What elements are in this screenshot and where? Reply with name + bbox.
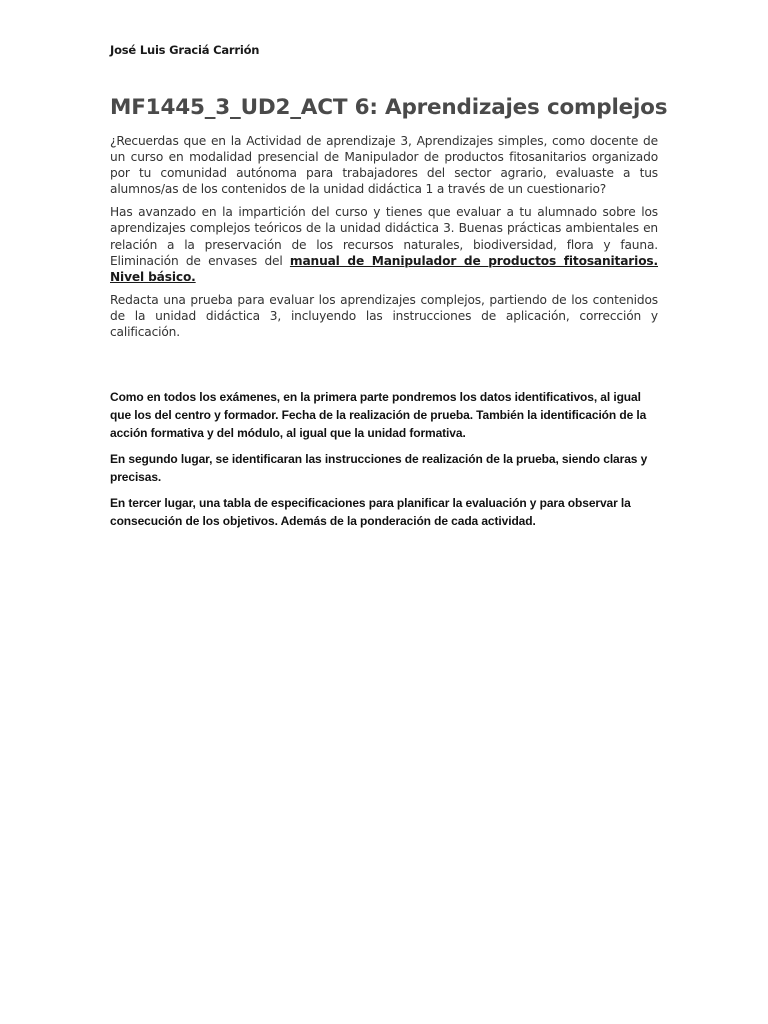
author-name: José Luis Graciá Carrión (110, 43, 260, 57)
manual-link[interactable]: manual de Manipulador de productos fitosanitarios. Nivel básico. (110, 253, 659, 284)
intro-paragraph-1: ¿Recuerdas que en la Actividad de aprendizaje 3, Aprendizajes simples, como docente de un curso en modalidad presencial de Manipulador de productos fitosanitarios organizado por tu comunidad autónoma para trabajadores del sector agrario, evaluaste a tus alumnos/as de los contenidos de la unidad didáctica 1 a través de un cuestionario? (110, 134, 658, 197)
answer-paragraph-2: En segundo lugar, se identificaran las instrucciones de realización de la prueba, siendo claras y precisas. (110, 452, 648, 484)
intro-paragraph-3: Redacta una prueba para evaluar los aprendizajes complejos, partiendo de los contenidos de la unidad didáctica 3, incluyendo las instrucciones de aplicación, corrección y calificación. (110, 292, 658, 340)
answer-paragraph-1: Como en todos los exámenes, en la primera parte pondremos los datos identificativos, al igual que los del centro y formador. Fecha de la realización de prueba. También la identificación de la acción formativa y del módulo, al igual que la unidad formativa. (110, 390, 647, 440)
intro-paragraph-2-text: Has avanzado en la impartición del curso y tienes que evaluar a tu alumnado sobre los aprendizajes complejos teóricos de la unidad didáctica 3. Buenas prácticas ambientales en relación a la preservación de los recursos naturales, biodiversidad, flora y fauna. Eliminación de envases del (110, 205, 658, 268)
document-title: MF1445_3_UD2_ACT 6: Aprendizajes complejos (110, 95, 668, 120)
activity-statement (110, 133, 658, 347)
answer-section (110, 388, 658, 538)
intro-paragraph-2 (110, 204, 658, 284)
answer-paragraph-3: En tercer lugar, una tabla de especificaciones para planificar la evaluación y para observar la consecución de los objetivos. Además de la ponderación de cada actividad. (110, 496, 631, 528)
